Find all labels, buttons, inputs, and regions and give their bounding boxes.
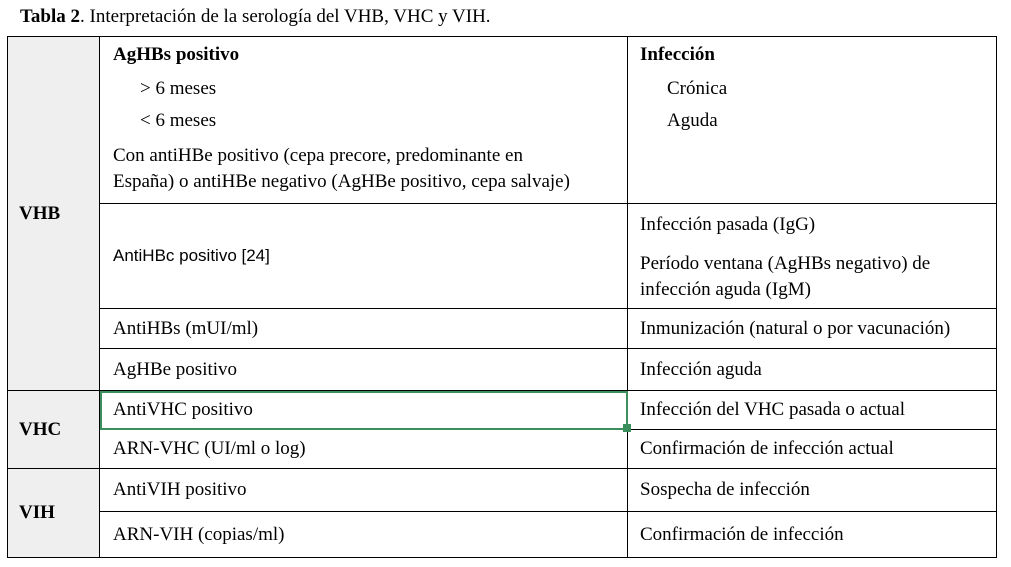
aghbs-heading: AgHBs positivo xyxy=(113,44,240,65)
table-caption-label: Tabla 2 xyxy=(20,6,81,27)
aghbs-note-line2: España) o antiHBe negativo (AgHBe positivo, cepa salvaje) xyxy=(113,171,570,192)
cell-aghbs-right xyxy=(628,37,997,204)
cell-aghbe-right: Infección aguda xyxy=(628,349,997,391)
aghbs-lt6: < 6 meses xyxy=(140,110,217,131)
table-row xyxy=(8,37,997,204)
cronica-label: Crónica xyxy=(667,78,728,99)
cell-antivhc-left[interactable]: AntiVHC positivo xyxy=(100,391,628,430)
selection-handle[interactable] xyxy=(623,424,631,432)
antihbc-label: AntiHBc positivo [24] xyxy=(113,246,270,265)
table-caption-text: . Interpretación de la serología del VHB, VHC y VIH. xyxy=(80,6,491,27)
aghbs-note-line1: Con antiHBe positivo (cepa precore, predominante en xyxy=(113,145,523,166)
cell-antihbc-left xyxy=(100,204,628,309)
table-row xyxy=(8,204,997,309)
table-caption xyxy=(20,4,491,30)
cell-antihbc-right xyxy=(628,204,997,309)
cell-arnvhc-right: Confirmación de infección actual xyxy=(628,430,997,469)
cell-antihbs-right: Inmunización (natural o por vacunación) xyxy=(628,309,997,349)
table-row xyxy=(8,309,997,349)
group-label-vhb: VHB xyxy=(8,37,100,391)
table-row xyxy=(8,430,997,469)
cell-aghbs-left xyxy=(100,37,628,204)
cell-arnvhc-left: ARN-VHC (UI/ml o log) xyxy=(100,430,628,469)
cell-arnvih-left: ARN-VIH (copias/ml) xyxy=(100,512,628,558)
cell-aghbe-left: AgHBe positivo xyxy=(100,349,628,391)
cell-antihbs-left: AntiHBs (mUI/ml) xyxy=(100,309,628,349)
cell-antivih-left: AntiVIH positivo xyxy=(100,469,628,512)
cell-antivih-right: Sospecha de infección xyxy=(628,469,997,512)
cell-arnvih-right: Confirmación de infección xyxy=(628,512,997,558)
table-row xyxy=(8,512,997,558)
table-row xyxy=(8,391,997,430)
serology-table xyxy=(7,36,997,558)
aghbs-gt6: > 6 meses xyxy=(140,78,217,99)
group-label-vih: VIH xyxy=(8,469,100,558)
group-label-vhc: VHC xyxy=(8,391,100,469)
antihbc-right-line2: Período ventana (AgHBs negativo) de xyxy=(640,253,931,274)
antihbc-right-line1: Infección pasada (IgG) xyxy=(640,214,816,235)
table-row xyxy=(8,469,997,512)
aguda-label: Aguda xyxy=(667,110,718,131)
cell-antivhc-right: Infección del VHC pasada o actual xyxy=(628,391,997,430)
antihbc-right-line3: infección aguda (IgM) xyxy=(640,279,811,300)
table-row xyxy=(8,349,997,391)
infeccion-heading: Infección xyxy=(640,44,715,65)
